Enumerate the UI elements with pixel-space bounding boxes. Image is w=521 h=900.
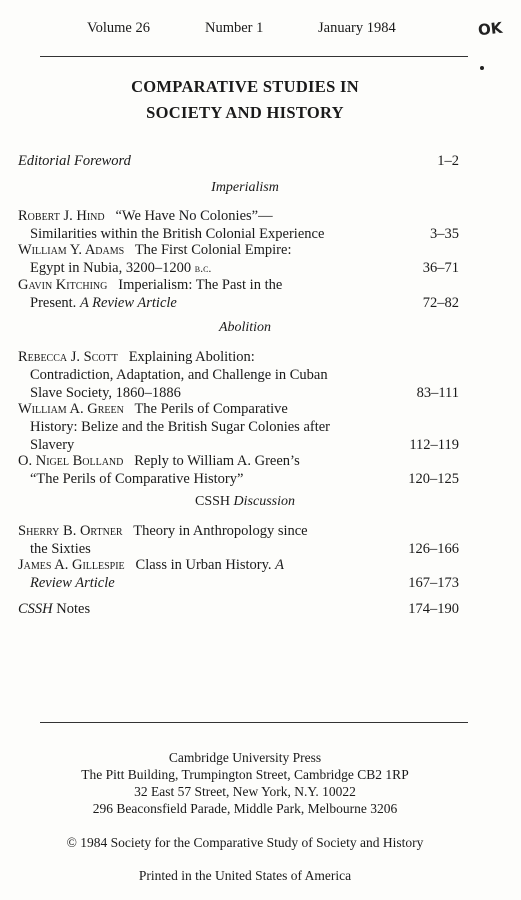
author: William Y. Adams (18, 242, 125, 258)
publisher-address-2: 32 East 57 Street, New York, N.Y. 10022 (134, 784, 356, 799)
footer-rule (40, 722, 468, 723)
title: Imperialism: The Past in the (118, 277, 283, 293)
entry-ortner-line2: the Sixties (30, 541, 91, 557)
entry-scott-line2: Contradiction, Adaptation, and Challenge in Cuban (30, 367, 328, 383)
section-abolition: Abolition (218, 320, 272, 335)
journal-title-line1: COMPARATIVE STUDIES IN (131, 77, 359, 96)
title: Theory in Anthropology since (133, 523, 308, 539)
discussion-label: Discussion (233, 494, 295, 509)
ink-dot (480, 66, 484, 70)
title: The Perils of Comparative (134, 401, 288, 417)
section-imperialism: Imperialism (211, 180, 279, 195)
author: Sherry B. Ortner (18, 523, 123, 539)
author: Rebecca J. Scott (18, 349, 118, 365)
entry-ortner-line1 (18, 523, 308, 540)
review-article: A Review Article (79, 295, 177, 311)
entry-green-line2: History: Belize and the British Sugar Colonies after (30, 419, 331, 435)
ortner-pages: 126–166 (408, 541, 459, 557)
handwritten-ok-mark: OK (477, 18, 504, 40)
title: “We Have No Colonies”— (115, 208, 273, 224)
entry-gillespie-line2: Review Article (30, 575, 115, 591)
entry-hind-line2: Similarities within the British Colonial Experience (30, 226, 325, 242)
entry-green-line3: Slavery (30, 437, 75, 453)
author: Gavin Kitching (18, 277, 108, 293)
author: O. Nigel Bolland (18, 453, 124, 469)
bolland-pages: 120–125 (408, 471, 459, 487)
printed-notice: Printed in the United States of America (138, 868, 352, 883)
author: Robert J. Hind (18, 208, 105, 224)
publisher-address-1: The Pitt Building, Trumpington Street, Cambridge CB2 1RP (81, 767, 409, 782)
issue-number: Number 1 (205, 20, 264, 36)
journal-title-line2: SOCIETY AND HISTORY (146, 103, 344, 122)
entry-kitching-line1 (18, 277, 282, 294)
title-italic: A (275, 557, 285, 573)
title: Class in Urban History. (135, 557, 272, 573)
issue-date: January 1984 (318, 20, 396, 36)
entry-hind-line1 (18, 208, 273, 225)
entry-gillespie-line1 (18, 557, 284, 574)
entry-green-line1 (18, 401, 288, 418)
section-cssh-discussion (0, 494, 490, 510)
foreword-pages: 1–2 (437, 153, 459, 169)
publisher-address-3: 296 Beaconsfield Parade, Middle Park, Melbourne 3206 (92, 801, 398, 816)
editorial-foreword: Editorial Foreword (18, 153, 131, 169)
title: Explaining Abolition: (128, 349, 255, 365)
green-pages: 112–119 (409, 437, 459, 453)
notes-pages: 174–190 (408, 601, 459, 617)
cssh-label: CSSH (195, 494, 231, 509)
adams-pages: 36–71 (422, 260, 459, 276)
gillespie-pages: 167–173 (408, 575, 459, 591)
hind-pages: 3–35 (430, 226, 459, 242)
scott-pages: 83–111 (416, 385, 459, 401)
author: William A. Green (18, 401, 124, 417)
title: Reply to William A. Green’s (134, 453, 300, 469)
volume-label: Volume 26 (87, 20, 150, 36)
publisher-name: Cambridge University Press (168, 750, 322, 765)
entry-bolland-line1 (18, 453, 300, 470)
cssh-label: CSSH (18, 601, 53, 617)
title: Egypt in Nubia, 3200–1200 (30, 260, 192, 276)
entry-adams-line2 (30, 260, 211, 277)
kitching-pages: 72–82 (422, 295, 459, 311)
entry-scott-line1 (18, 349, 255, 366)
title: Present. (30, 295, 77, 311)
entry-adams-line1 (18, 242, 291, 259)
era: b.c. (194, 261, 212, 275)
entry-kitching-line2 (30, 295, 177, 312)
entry-bolland-line2: “The Perils of Comparative History” (30, 471, 244, 487)
entry-scott-line3: Slave Society, 1860–1886 (30, 385, 181, 401)
copyright-notice: © 1984 Society for the Comparative Study of Society and History (66, 835, 424, 850)
notes-label: Notes (56, 601, 91, 617)
header-rule (40, 56, 468, 57)
title: The First Colonial Empire: (134, 242, 292, 258)
author: James A. Gillespie (18, 557, 125, 573)
cssh-notes (18, 601, 90, 618)
